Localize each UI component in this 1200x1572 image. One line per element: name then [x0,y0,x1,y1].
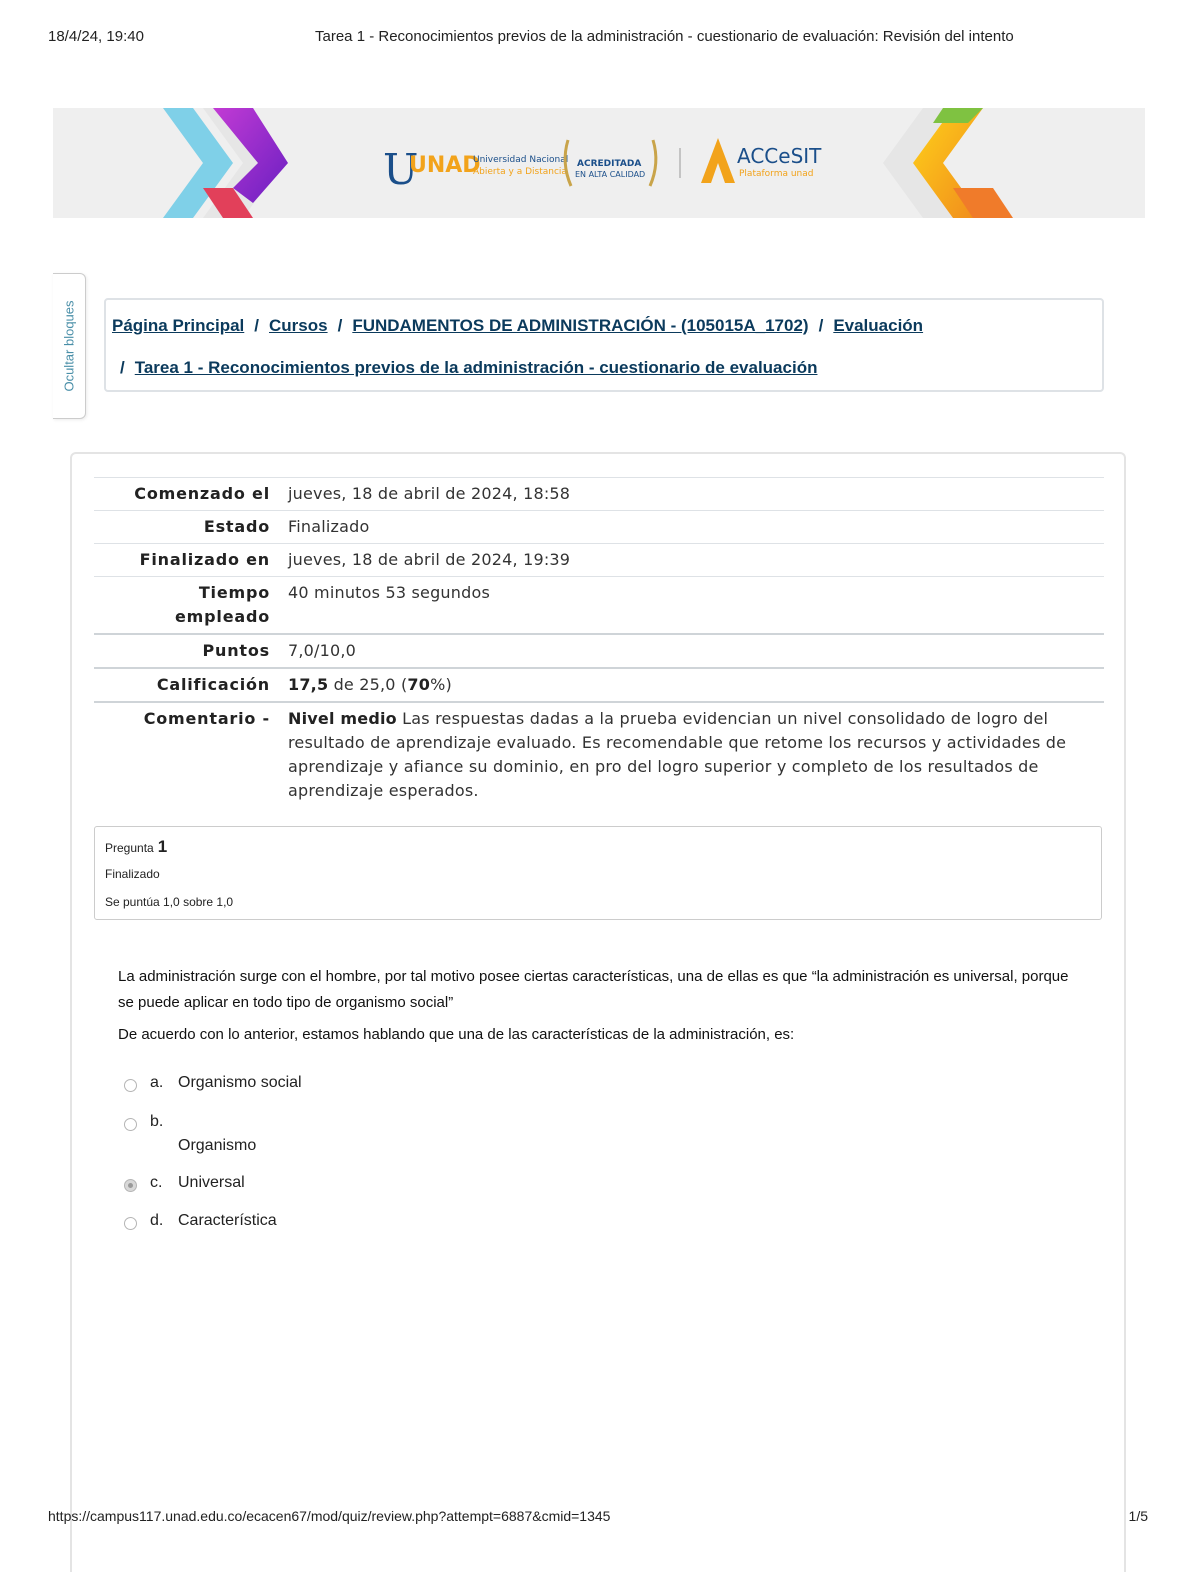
time-label: Tiempo empleado [94,577,280,635]
radio-d[interactable] [124,1217,137,1230]
summary-row-finished [94,544,1104,577]
svg-text:Plataforma unad: Plataforma unad [739,169,814,179]
breadcrumb-course[interactable]: FUNDAMENTOS DE ADMINISTRACIÓN - (105015A_1702) [352,316,809,335]
print-page-number: 1/5 [1128,1508,1148,1524]
comment-text: Las respuestas dadas a la prueba evidencian un nivel consolidado de logro del resultado de aprendizaje evaluado. Es recomendable que retome los recursos y actividades de aprendizaje y afiance su dominio, en pro del logro superior y completo de los resultados de aprendizaje esperados. [288,709,1067,800]
answer-letter: a. [150,1074,164,1091]
radio-c-selected[interactable] [124,1179,137,1192]
svg-text:ACCeSIT: ACCeSIT [737,144,822,168]
radio-a[interactable] [124,1079,137,1092]
summary-row-points [94,634,1104,668]
print-date: 18/4/24, 19:40 [48,28,144,45]
attempt-summary-table [94,477,1104,807]
points-value: 7,0/10,0 [280,634,1104,668]
answer-text: Organismo social [178,1074,302,1091]
answer-letter: d. [150,1212,164,1229]
question-instruction: De acuerdo con lo anterior, estamos hablando que una de las características de la administración, es: [118,1026,795,1043]
state-value: Finalizado [280,511,1104,544]
breadcrumb-quiz[interactable]: Tarea 1 - Reconocimientos previos de la administración - cuestionario de evaluación [134,358,818,377]
print-title: Tarea 1 - Reconocimientos previos de la administración - cuestionario de evaluación: Revisión del intento [315,28,1014,45]
question-state: Finalizado [105,867,160,881]
svg-text:Abierta y a Distancia: Abierta y a Distancia [473,167,567,177]
breadcrumb-separator: / [254,316,259,335]
summary-row-grade [94,668,1104,702]
state-label: Estado [94,511,280,544]
radio-b[interactable] [124,1118,137,1131]
svg-text:ACREDITADA: ACREDITADA [577,159,642,169]
grade-percent: 70 [407,675,431,694]
comment-label: Comentario - [94,702,280,807]
started-value: jueves, 18 de abril de 2024, 18:58 [280,478,1104,511]
finished-value: jueves, 18 de abril de 2024, 19:39 [280,544,1104,577]
question-number: 1 [157,837,168,856]
time-value: 40 minutos 53 segundos [280,577,1104,635]
svg-text:U: U [383,145,419,194]
comment-value [280,702,1104,807]
breadcrumb-home[interactable]: Página Principal [112,316,245,335]
question-info-box [94,826,1102,920]
grade-value [280,668,1104,702]
breadcrumb-evaluation[interactable]: Evaluación [833,316,924,335]
question-score: Se puntúa 1,0 sobre 1,0 [105,895,234,909]
answer-letter: b. [150,1113,164,1130]
print-url: https://campus117.unad.edu.co/ecacen67/mod/quiz/review.php?attempt=6887&cmid=1345 [48,1508,611,1524]
grade-of: de 25,0 ( [333,675,408,694]
summary-row-comment [94,702,1104,807]
answer-text: Organismo [178,1137,257,1154]
banner-graphic [53,108,1145,218]
grade-score: 17,5 [288,675,329,694]
hide-blocks-toggle[interactable] [53,273,86,419]
breadcrumb-separator: / [120,358,125,377]
question-text [118,964,1078,1048]
points-label: Puntos [94,634,280,668]
summary-row-state [94,511,1104,544]
svg-text:EN ALTA CALIDAD: EN ALTA CALIDAD [575,170,646,179]
answer-text: Característica [178,1212,277,1229]
summary-row-started [94,478,1104,511]
header-banner [53,108,1145,218]
grade-close: %) [430,675,452,694]
breadcrumb [104,298,1104,392]
comment-level: Nivel medio [288,709,397,728]
breadcrumb-courses[interactable]: Cursos [269,316,328,335]
answer-letter: c. [150,1174,163,1191]
breadcrumb-separator: / [818,316,824,335]
hide-blocks-label: Ocultar bloques [61,300,77,392]
finished-label: Finalizado en [94,544,280,577]
breadcrumb-separator: / [337,316,343,335]
unad-text: UNAD [409,153,481,178]
grade-label: Calificación [94,668,280,702]
svg-text:Universidad Nacional: Universidad Nacional [473,155,569,165]
question-prompt: La administración surge con el hombre, por tal motivo posee ciertas características, una de ellas es que “la administración es universal, porque se puede aplicar en todo tipo de organismo social” [118,968,1069,1011]
started-label: Comenzado el [94,478,280,511]
question-label: Pregunta [105,841,154,855]
summary-row-time [94,577,1104,635]
answer-text: Universal [178,1174,245,1191]
